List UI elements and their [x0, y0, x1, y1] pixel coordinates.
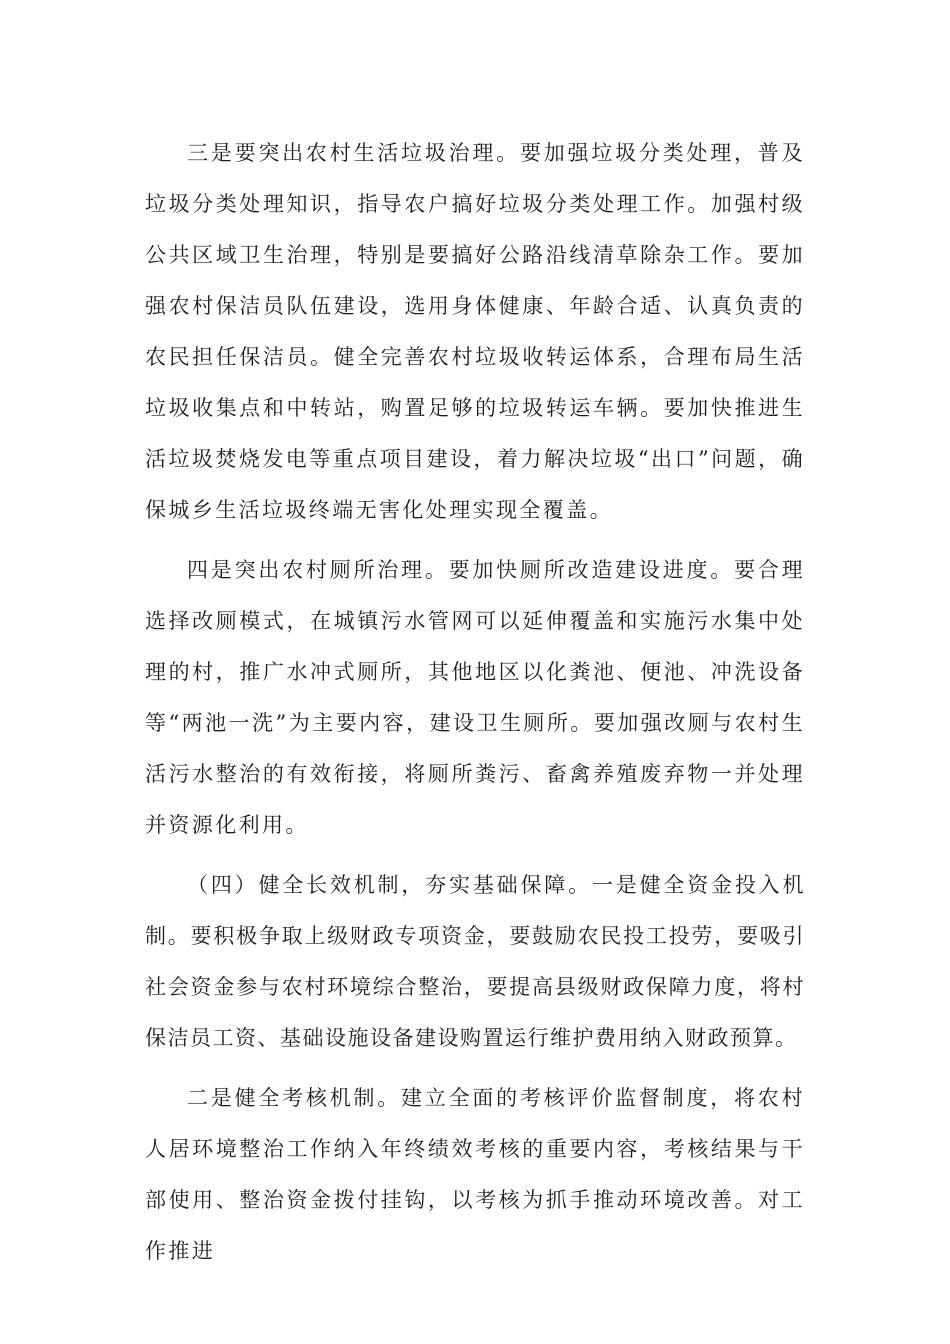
paragraph-long-term-mechanism: （四）健全长效机制，夯实基础保障。一是健全资金投入机制。要积极争取上级财政专项资金，要鼓励农民投工投劳，要吸引社会资金参与农村环境综合整治，要提高县级财政保障力度，将村保洁员工资、基础设施设备建设购置运行维护费用纳入财政预算。: [145, 873, 805, 1050]
document-body: [145, 128, 805, 1286]
paragraph-rural-toilet: 四是突出农村厕所治理。要加快厕所改造建设进度。要合理选择改厕模式，在城镇污水管网可以延伸覆盖和实施污水集中处理的村，推广水冲式厕所，其他地区以化粪池、便池、冲洗设备等“两池一洗”为主要内容，建设卫生厕所。要加强改厕与农村生活污水整治的有效衔接，将厕所粪污、畜禽养殖废弃物一并处理并资源化利用。: [145, 558, 805, 837]
paragraph-rural-garbage: 三是要突出农村生活垃圾治理。要加强垃圾分类处理，普及垃圾分类处理知识，指导农户搞好垃圾分类处理工作。加强村级公共区域卫生治理，特别是要搞好公路沿线清草除杂工作。要加强农村保洁员队伍建设，选用身体健康、年龄合适、认真负责的农民担任保洁员。健全完善农村垃圾收转运体系，合理布局生活垃圾收集点和中转站，购置足够的垃圾转运车辆。要加快推进生活垃圾焚烧发电等重点项目建设，着力解决垃圾“出口”问题，确保城乡生活垃圾终端无害化处理实现全覆盖。: [145, 141, 805, 522]
paragraph-assessment-mechanism: 二是健全考核机制。建立全面的考核评价监督制度，将农村人居环境整治工作纳入年终绩效考核的重要内容，考核结果与干部使用、整治资金拨付挂钩，以考核为抓手推动环境改善。对工作推进: [145, 1086, 805, 1263]
